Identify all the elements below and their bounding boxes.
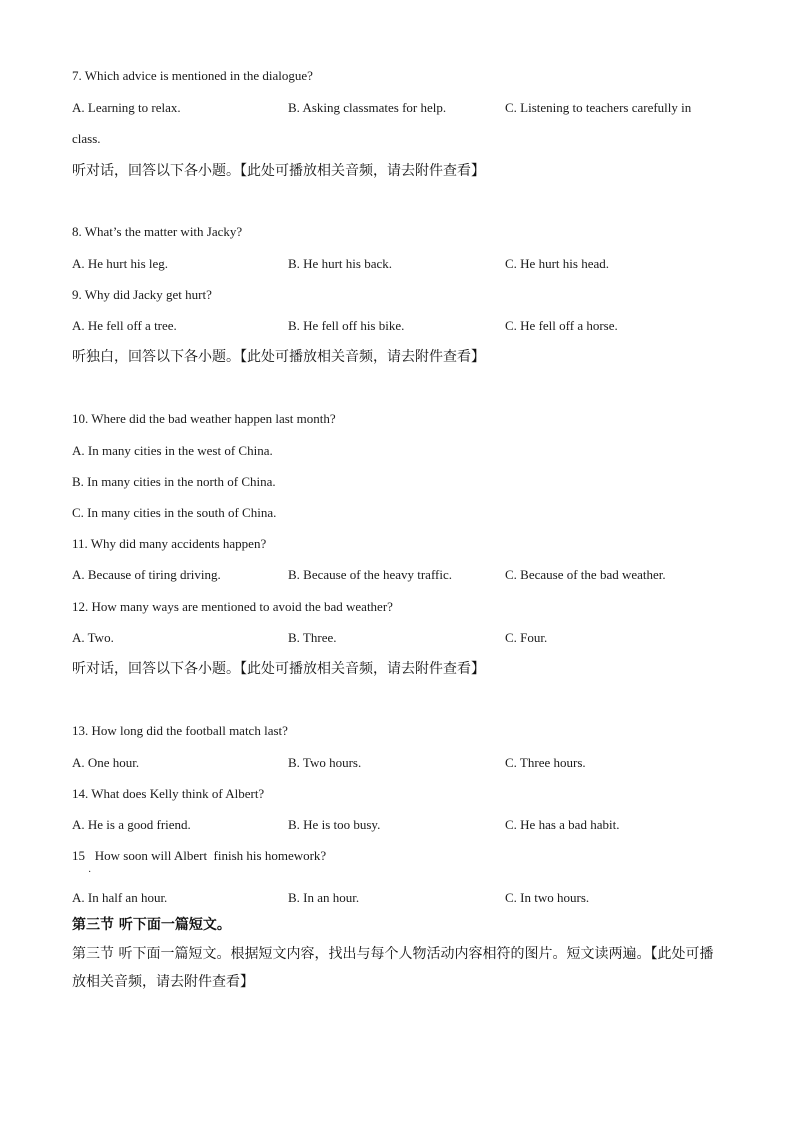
question-12: 12. How many ways are mentioned to avoid the bad weather?: [72, 599, 393, 614]
q14-option-a: A. He is a good friend.: [72, 817, 191, 832]
q9-option-a: A. He fell off a tree.: [72, 318, 177, 333]
question-13: 13. How long did the football match last?: [72, 723, 288, 738]
section-3-heading: 第三节 听下面一篇短文。: [72, 917, 231, 933]
listening-instruction-2: 听独白，回答以下各小题。【此处可播放相关音频，请去附件查看】: [72, 349, 485, 365]
question-10: 10. Where did the bad weather happen last month?: [72, 411, 336, 426]
q14-option-b: B. He is too busy.: [288, 817, 381, 832]
q7-option-c: C. Listening to teachers carefully in: [505, 100, 692, 115]
q8-option-b: B. He hurt his back.: [288, 256, 392, 271]
question-14: 14. What does Kelly think of Albert?: [72, 786, 265, 801]
q7-option-c-continued: class.: [72, 131, 101, 146]
q12-option-b: B. Three.: [288, 630, 337, 645]
q15-option-c: C. In two hours.: [505, 890, 590, 905]
q13-option-a: A. One hour.: [72, 755, 140, 770]
q9-option-c: C. He fell off a horse.: [505, 318, 618, 333]
listening-instruction-1: 听对话，回答以下各小题。【此处可播放相关音频，请去附件查看】: [72, 163, 485, 179]
q10-option-c: C. In many cities in the south of China.: [72, 505, 277, 520]
q12-option-a: A. Two.: [72, 630, 114, 645]
stray-dot: ·: [88, 867, 92, 878]
q9-option-b: B. He fell off his bike.: [288, 318, 405, 333]
q8-option-a: A. He hurt his leg.: [72, 256, 169, 271]
q7-option-a: A. Learning to relax.: [72, 100, 181, 115]
q11-option-a: A. Because of tiring driving.: [72, 567, 221, 582]
q11-option-c: C. Because of the bad weather.: [505, 567, 666, 582]
q10-option-a: A. In many cities in the west of China.: [72, 443, 273, 458]
q8-option-c: C. He hurt his head.: [505, 256, 609, 271]
question-7: 7. Which advice is mentioned in the dialogue?: [72, 68, 313, 83]
q11-option-b: B. Because of the heavy traffic.: [288, 567, 452, 582]
q13-option-b: B. Two hours.: [288, 755, 362, 770]
section-3-instructions: 第三节 听下面一篇短文。根据短文内容，找出与每个人物活动内容相符的图片。短文读两遍。【此处可播放相关音频，请去附件查看】: [72, 946, 714, 990]
question-15: 15 How soon will Albert finish his homework?: [72, 848, 327, 863]
q12-option-c: C. Four.: [505, 630, 548, 645]
q13-option-c: C. Three hours.: [505, 755, 586, 770]
listening-instruction-3: 听对话，回答以下各小题。【此处可播放相关音频，请去附件查看】: [72, 661, 485, 677]
q7-option-b: B. Asking classmates for help.: [288, 100, 447, 115]
q15-option-b: B. In an hour.: [288, 890, 360, 905]
q10-option-b: B. In many cities in the north of China.: [72, 474, 276, 489]
question-11: 11. Why did many accidents happen?: [72, 536, 267, 551]
question-9: 9. Why did Jacky get hurt?: [72, 287, 212, 302]
q15-option-a: A. In half an hour.: [72, 890, 168, 905]
q14-option-c: C. He has a bad habit.: [505, 817, 620, 832]
question-8: 8. What’s the matter with Jacky?: [72, 224, 243, 239]
